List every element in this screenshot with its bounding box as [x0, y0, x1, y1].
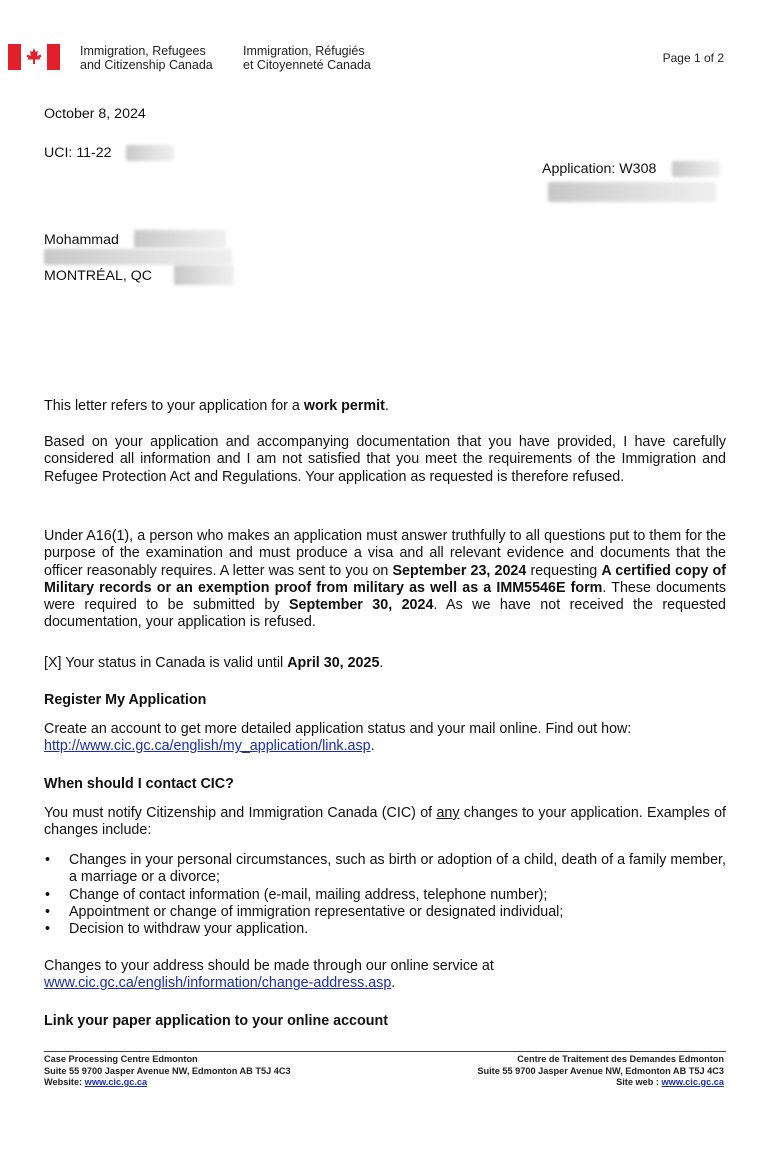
register-paragraph — [44, 721, 726, 756]
redacted-postal-code — [174, 265, 234, 285]
p1-bold: work permit — [303, 398, 385, 414]
bullet-icon: • — [45, 903, 51, 920]
dept-en-line1: Immigration, Refugees — [80, 44, 206, 58]
recipient-city: MONTRÉAL, QC — [44, 268, 152, 284]
register-text: Create an account to get more detailed application status and your mail online. Find out how: — [44, 721, 632, 737]
paragraph-a16 — [44, 528, 726, 632]
p3-text-e: . These documents were required to be submitted by — [44, 579, 726, 614]
flag-right-bar — [47, 44, 60, 70]
list-item — [44, 904, 726, 921]
p3-text-c: requesting — [526, 562, 602, 579]
register-link-suffix: . — [370, 738, 375, 755]
uci-number: UCI: 11-22 — [44, 145, 112, 161]
list-item-text: Change of contact information (e-mail, mailing address, telephone number); — [69, 886, 548, 903]
footer-en-address: Suite 55 9700 Jasper Avenue NW, Edmonton AB T5J 4C3 — [44, 1065, 291, 1076]
address-change-paragraph — [44, 958, 726, 993]
footer-fr-address: Suite 55 9700 Jasper Avenue NW, Edmonton AB T5J 4C3 — [477, 1065, 724, 1076]
canada-flag-logo — [8, 44, 60, 70]
list-item-text: Appointment or change of immigration representative or designated individual; — [69, 903, 564, 920]
application-number: Application: W308 — [542, 161, 657, 177]
dept-fr-line1: Immigration, Réfugiés — [243, 44, 365, 58]
list-item — [44, 852, 726, 887]
department-name-en — [80, 44, 213, 72]
address-link-suffix: . — [391, 975, 396, 992]
footer-en-website-line — [44, 1077, 291, 1089]
recipient-name: Mohammad — [44, 232, 119, 248]
bullet-icon: • — [45, 852, 51, 868]
redacted-application — [672, 161, 720, 177]
flag-center — [21, 44, 47, 70]
list-item-text: Changes in your personal circumstances, such as birth or adoption of a child, death of a family member, a marriage or a divorce; — [69, 852, 726, 886]
p1-end: . — [384, 398, 389, 414]
page-number: Page 1 of 2 — [662, 51, 724, 65]
register-heading: Register My Application — [44, 692, 207, 708]
status-date: April 30, 2025 — [287, 655, 380, 671]
dept-fr-line2: et Citoyenneté Canada — [243, 58, 371, 72]
footer-divider — [44, 1051, 726, 1052]
footer-en-office: Case Processing Centre Edmonton — [44, 1054, 198, 1064]
status-text: [X] Your status in Canada is valid until — [44, 655, 288, 671]
dept-en-line2: and Citizenship Canada — [80, 58, 213, 72]
bullet-icon: • — [45, 886, 51, 903]
contact-text-b: changes to your application. Examples of changes include: — [44, 805, 727, 839]
p1-text: This letter refers to your application for a — [44, 398, 304, 414]
p3-date-sent: September 23, 2024 — [392, 562, 527, 579]
redacted-surname — [134, 230, 226, 248]
redacted-street-address — [44, 249, 232, 265]
letter-date: October 8, 2024 — [44, 106, 146, 122]
address-change-link[interactable]: www.cic.gc.ca/english/information/change-address.asp — [44, 975, 392, 992]
p3-deadline: September 30, 2024 — [288, 597, 434, 614]
status-end: . — [379, 655, 384, 671]
maple-leaf-icon — [24, 47, 44, 67]
p3-documents: A certified copy of Military records or an exemption proof from military as well as a IMM5546E form — [44, 562, 726, 596]
paragraph-intro — [44, 398, 726, 415]
footer-fr-website-link[interactable]: www.cic.gc.ca — [661, 1077, 724, 1087]
contact-heading: When should I contact CIC? — [44, 776, 234, 792]
redacted-application-line2 — [548, 182, 716, 202]
footer-french — [477, 1054, 724, 1089]
paragraph-decision: Based on your application and accompanying documentation that you have provided, I have carefully considered all information and I am not satisfied that you meet the requirements of the Immigration and Refugee Protection Act and Regulations. Your application as requested is therefore refused. — [44, 434, 726, 485]
p3-text-g: . As we have not received the requested documentation, your application is refused. — [44, 597, 726, 631]
status-line — [44, 655, 726, 672]
redacted-uci — [126, 145, 174, 161]
contact-any: any — [436, 805, 460, 821]
footer-fr-website-label: Site web : — [616, 1077, 662, 1087]
changes-list — [44, 852, 726, 938]
contact-text-a: You must notify Citizenship and Immigration Canada (CIC) of — [44, 805, 437, 821]
register-link[interactable]: http://www.cic.gc.ca/english/my_application/link.asp — [44, 738, 371, 755]
footer-fr-website-line — [477, 1077, 724, 1089]
address-change-text: Changes to your address should be made through our online service at — [44, 958, 494, 974]
list-item — [44, 887, 726, 904]
list-item — [44, 921, 726, 938]
flag-left-bar — [8, 44, 21, 70]
list-item-text: Decision to withdraw your application. — [69, 921, 309, 938]
link-account-heading: Link your paper application to your online account — [44, 1013, 388, 1029]
bullet-icon: • — [45, 921, 51, 938]
footer-english — [44, 1054, 291, 1089]
contact-paragraph — [44, 805, 726, 840]
p3-text-a: Under A16(1), a person who makes an application must answer truthfully to all questions put to them for the purpose of the examination and must produce a visa and all relevant evidence and documents that the officer reasonably requires. A letter was sent to you on — [44, 528, 726, 579]
department-name-fr — [243, 44, 371, 72]
footer-en-website-link[interactable]: www.cic.gc.ca — [84, 1077, 148, 1087]
footer-fr-office: Centre de Traitement des Demandes Edmonton — [517, 1054, 724, 1064]
footer-en-website-label: Website: — [44, 1077, 85, 1087]
